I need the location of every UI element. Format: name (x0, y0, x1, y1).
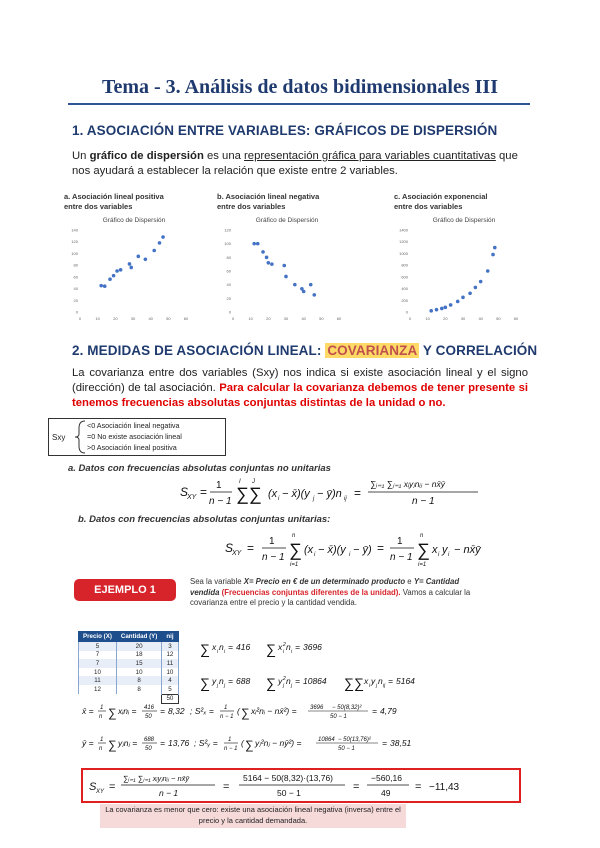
svg-text:2: 2 (283, 642, 286, 648)
svg-text:=: = (354, 486, 362, 500)
svg-text:∑: ∑ (266, 675, 276, 691)
chart-c-caption2: entre dos variables (394, 202, 463, 211)
x-tick-label: 40 (301, 316, 306, 321)
svg-text:∑ᵢ₌₁ ∑ⱼ₌₁ xᵢyⱼnᵢⱼ − nx̄ȳ: ∑ᵢ₌₁ ∑ⱼ₌₁ xᵢyⱼnᵢⱼ − nx̄ȳ (370, 479, 445, 489)
scatter-chart-c (394, 212, 524, 330)
svg-text:ȳ =: ȳ = (82, 738, 94, 748)
svg-text:yⱼnⱼ =: yⱼnⱼ = (118, 738, 138, 748)
data-point (270, 262, 274, 266)
svg-text:S: S (89, 781, 97, 793)
svg-text:n − 1: n − 1 (262, 552, 285, 563)
x-tick-label: 40 (148, 316, 153, 321)
covariance-value: −11,43 (429, 782, 460, 793)
x-tick-label: 20 (266, 316, 271, 321)
y-tick-label: 0 (405, 309, 408, 315)
svg-text:∑ᵢ₌₁ ∑ⱼ₌₁ xᵢyⱼnᵢⱼ − nx̄ȳ: ∑ᵢ₌₁ ∑ⱼ₌₁ xᵢyⱼnᵢⱼ − nx̄ȳ (123, 774, 190, 783)
table-row: 7 18 12 (79, 651, 179, 660)
svg-text:j: j (376, 683, 378, 689)
svg-text:(: ( (237, 706, 240, 716)
x-tick-label: 0 (231, 316, 235, 321)
x-tick-label: 50 (319, 316, 324, 321)
y-tick-label: 200 (401, 297, 408, 303)
svg-text:i: i (217, 649, 219, 655)
data-point (293, 283, 297, 287)
svg-text:n − 1: n − 1 (390, 552, 413, 563)
data-point (309, 283, 313, 287)
sy2-numerator: 10864 (318, 737, 335, 743)
svg-text:∑: ∑ (241, 706, 250, 720)
y-tick-label: 140 (71, 227, 78, 233)
x-tick-label: 10 (425, 316, 430, 321)
svg-text:416: 416 (144, 705, 155, 711)
x-tick-label: 30 (130, 316, 136, 321)
data-point (158, 241, 162, 245)
chart-title: Gráfico de Dispersión (255, 217, 319, 224)
sum-x2-ni: 3696 (303, 642, 322, 652)
svg-text:∑: ∑ (108, 706, 117, 720)
x-tick-label: 0 (78, 316, 82, 321)
y-tick-label: 120 (224, 227, 231, 233)
sum-x-ni: 416 (236, 642, 251, 652)
svg-text:x: x (278, 642, 283, 652)
svg-text:=: = (247, 541, 255, 555)
y-tick-label: 20 (226, 295, 231, 301)
brace-icon (73, 420, 87, 454)
svg-text:XY: XY (187, 494, 197, 501)
data-point (103, 284, 107, 288)
section2-heading: 2. MEDIDAS DE ASOCIACIÓN LINEAL: COVARIANZA Y CORRELACIÓN (72, 343, 538, 358)
data-point (444, 306, 448, 310)
data-point (461, 296, 465, 300)
table-header-cantidad: Cantidad (Y) (116, 632, 161, 642)
svg-text:j: j (291, 683, 293, 689)
data-point (112, 274, 116, 278)
data-point (302, 290, 306, 294)
svg-text:=: = (415, 781, 422, 793)
variance-y: 38,51 (390, 738, 412, 748)
x-tick-label: 50 (496, 316, 501, 321)
y-tick-label: 80 (73, 262, 78, 268)
svg-text:x: x (364, 676, 369, 686)
data-point (468, 291, 472, 295)
frequency-table (78, 631, 179, 704)
svg-text:=: = (109, 781, 116, 793)
table-row: 7 15 11 (79, 659, 179, 668)
data-point (456, 300, 460, 304)
y-tick-label: 1400 (399, 227, 408, 233)
data-point (486, 269, 490, 273)
covariance-result-formula (83, 770, 519, 801)
x-tick-label: 20 (113, 316, 118, 321)
summation-formulas (196, 630, 526, 698)
svg-text:− 50(8,32)²: − 50(8,32)² (332, 705, 362, 711)
svg-text:=: = (353, 781, 360, 793)
chart-b (217, 192, 347, 335)
x-tick-label: 30 (283, 316, 289, 321)
y-tick-label: 1000 (399, 250, 408, 256)
y-tick-label: 20 (73, 297, 78, 303)
svg-text:n: n (219, 676, 224, 686)
data-point (252, 242, 256, 246)
subsection-a-label: a. Datos con frecuencias absolutas conjuntas no unitarias (68, 463, 331, 474)
chart-a-caption1: a. Asociación lineal positiva (64, 192, 164, 201)
data-point (128, 262, 132, 266)
svg-text:; S²ᵧ =: ; S²ᵧ = (194, 738, 218, 748)
covariance-numerator: 5164 − 50(8,32)·(13,76) (243, 773, 334, 783)
svg-text:yⱼ²nⱼ − nȳ²) =: yⱼ²nⱼ − nȳ²) = (255, 738, 302, 748)
data-point (493, 246, 497, 250)
svg-text:50 − 1: 50 − 1 (338, 746, 355, 752)
svg-text:=: = (295, 642, 300, 652)
table-row: 11 8 4 (79, 676, 179, 685)
svg-text:x: x (212, 642, 217, 652)
x-tick-label: 60 (513, 316, 519, 321)
chart-b-caption2: entre dos variables (217, 202, 286, 211)
svg-text:y: y (371, 676, 376, 686)
y-tick-label: 60 (73, 274, 78, 280)
svg-text:i: i (278, 496, 280, 502)
table-row: 5 20 3 (79, 642, 179, 651)
svg-text:i: i (314, 552, 316, 558)
svg-text:i: i (438, 552, 440, 558)
svg-text:− x̄)(y: − x̄)(y (282, 488, 310, 500)
svg-text:=: = (223, 781, 230, 793)
svg-text:∑: ∑ (108, 738, 117, 752)
svg-text:i: i (224, 649, 226, 655)
svg-text:− nx̄ȳ: − nx̄ȳ (454, 544, 481, 556)
data-point (474, 286, 478, 290)
svg-text:1: 1 (100, 737, 104, 743)
data-point (284, 275, 288, 279)
covariance-frac-num: −560,16 (371, 773, 402, 783)
svg-text:y: y (212, 676, 217, 686)
data-point (265, 256, 269, 260)
data-point (267, 261, 271, 265)
chart-a-caption2: entre dos variables (64, 202, 133, 211)
formula-b (225, 528, 515, 572)
chart-c (394, 192, 524, 335)
legend-symbol: Sxy (52, 433, 66, 442)
svg-text:J: J (252, 479, 255, 485)
chart-title: Gráfico de Dispersión (102, 217, 166, 224)
svg-text:x: x (432, 544, 438, 556)
svg-text:I: I (239, 479, 241, 485)
data-point (479, 280, 483, 284)
svg-text:y: y (442, 544, 448, 556)
scatter-chart-a (64, 212, 194, 330)
svg-text:i: i (283, 649, 285, 655)
conclusion-note: La covarianza es menor que cero: existe una asociación lineal negativa (inversa) entre el precio y la cantidad demandada. (100, 804, 406, 828)
data-point (152, 249, 156, 253)
svg-text:=: = (228, 676, 233, 686)
table-header-nij: nij (162, 632, 178, 642)
data-point (137, 255, 141, 259)
data-point (119, 268, 123, 272)
covariance-denominator: 50 − 1 (277, 788, 301, 798)
svg-text:j: j (217, 683, 219, 689)
mean-y: 13,76 (168, 738, 190, 748)
svg-text:∑: ∑ (289, 540, 302, 560)
data-point (256, 242, 260, 246)
svg-text:n − 1: n − 1 (224, 746, 238, 752)
svg-text:=: = (160, 738, 165, 748)
data-point (312, 293, 316, 297)
svg-text:=: = (388, 676, 393, 686)
svg-text:n: n (378, 676, 383, 686)
data-point (429, 309, 433, 313)
svg-text:x̄ =: x̄ = (82, 706, 94, 716)
svg-text:xᵢnᵢ =: xᵢnᵢ = (118, 706, 137, 716)
mean-variance-formulas (78, 698, 528, 766)
svg-text:n: n (99, 746, 103, 752)
y-tick-label: 0 (75, 309, 78, 315)
svg-text:i=1: i=1 (290, 562, 299, 568)
ejemplo-statement: Sea la variable X= Precio en € de un determinado producto e Y= Cantidad vendida (Frecuencias conjuntas diferentes de la unidad). Vamos a calcular la covarianza entre el precio y la cantidad vendida. (190, 577, 471, 607)
svg-text:− 50(13,76)²: − 50(13,76)² (338, 737, 371, 743)
data-point (491, 253, 495, 257)
svg-text:i: i (291, 649, 293, 655)
table-header-row (79, 632, 179, 642)
y-tick-label: 400 (401, 286, 408, 292)
x-tick-label: 30 (460, 316, 466, 321)
scatter-chart-b (217, 212, 347, 330)
svg-text:=: = (377, 541, 385, 555)
x-tick-label: 10 (248, 316, 253, 321)
title-divider (68, 103, 530, 105)
svg-text:ij: ij (344, 496, 347, 502)
svg-text:i: i (349, 552, 351, 558)
svg-text:(x: (x (304, 544, 314, 556)
legend-row-zero: =0 No existe asociación lineal (87, 432, 182, 441)
svg-text:n: n (219, 642, 224, 652)
table-row: 10 10 10 (79, 668, 179, 677)
svg-text:1: 1 (397, 536, 403, 547)
svg-text:∑∑: ∑∑ (236, 484, 262, 504)
table-total: 50 (162, 694, 178, 704)
x-tick-label: 20 (443, 316, 448, 321)
svg-text:1: 1 (228, 737, 232, 743)
y-tick-label: 0 (228, 309, 231, 315)
svg-text:50: 50 (145, 714, 152, 720)
table-header-precio: Precio (X) (79, 632, 117, 642)
chart-title: Gráfico de Dispersión (432, 217, 496, 224)
section2-paragraph: La covarianza entre dos variables (Sxy) nos indica si existe asociación lineal y el signo (dirección) de tal asociación. Para calcular la covarianza debemos de tener presente si tenemos frecuencias absolutas conjuntas distintas de la unidad o no. (72, 367, 528, 409)
data-point (129, 266, 133, 270)
covariance-sign-legend (48, 418, 226, 456)
svg-text:i: i (369, 683, 371, 689)
data-point (282, 264, 286, 268)
data-point (261, 250, 265, 254)
svg-text:n: n (292, 533, 296, 539)
svg-text:n: n (286, 676, 291, 686)
sum-y2-nj: 10864 (303, 676, 327, 686)
svg-text:xᵢ²nᵢ − nx̄²) =: xᵢ²nᵢ − nx̄²) = (251, 706, 297, 716)
svg-text:j: j (224, 683, 226, 689)
chart-a (64, 192, 194, 335)
y-tick-label: 100 (71, 250, 78, 256)
x-tick-label: 40 (478, 316, 483, 321)
x-tick-label: 50 (166, 316, 171, 321)
svg-text:=: = (295, 676, 300, 686)
svg-text:=: = (228, 642, 233, 652)
x-tick-label: 10 (95, 316, 100, 321)
x-tick-label: 60 (183, 316, 189, 321)
svg-text:− ȳ)n: − ȳ)n (317, 488, 342, 500)
sum-xy-nij: 5164 (396, 676, 415, 686)
covariance-result-box (81, 768, 521, 803)
svg-text:(: ( (241, 738, 244, 748)
x-tick-label: 0 (408, 316, 412, 321)
svg-text:=: = (200, 485, 208, 499)
svg-text:n: n (99, 714, 103, 720)
y-tick-label: 120 (71, 239, 78, 245)
svg-text:∑: ∑ (200, 675, 210, 691)
svg-text:688: 688 (144, 737, 155, 743)
svg-text:50: 50 (145, 746, 152, 752)
svg-text:∑: ∑ (266, 641, 276, 657)
svg-text:1: 1 (216, 480, 222, 491)
covariance-frac-den: 49 (381, 788, 391, 798)
svg-text:i: i (448, 552, 450, 558)
data-point (99, 284, 103, 288)
svg-text:S: S (180, 485, 189, 499)
formula-a (180, 473, 520, 513)
svg-text:XY: XY (96, 789, 105, 795)
svg-text:∑: ∑ (245, 738, 254, 752)
variance-x: 4,79 (380, 706, 397, 716)
svg-text:1: 1 (100, 705, 104, 711)
y-tick-label: 40 (226, 282, 231, 288)
legend-row-negative: <0 Asociación lineal negativa (87, 421, 180, 430)
svg-text:− x̄)(y: − x̄)(y (318, 544, 346, 556)
section1-paragraph: Un gráfico de dispersión es una representación gráfica para variables cuantitativas que nos ayudará a establecer la relación que existe entre 2 variables. (72, 150, 518, 177)
y-tick-label: 60 (226, 268, 231, 274)
svg-text:n: n (420, 533, 424, 539)
subsection-b-label: b. Datos con frecuencias absolutas conjuntas unitarias: (78, 514, 331, 525)
table-row: 12 8 5 (79, 685, 179, 694)
svg-text:50 − 1: 50 − 1 (330, 714, 347, 720)
y-tick-label: 1200 (399, 239, 408, 245)
svg-text:XY: XY (232, 550, 242, 557)
data-point (144, 257, 148, 261)
y-tick-label: 600 (401, 274, 408, 280)
data-point (161, 235, 165, 239)
svg-text:− ȳ): − ȳ) (353, 544, 372, 556)
svg-text:∑: ∑ (200, 641, 210, 657)
svg-text:∑: ∑ (417, 540, 430, 560)
data-point (108, 277, 112, 281)
svg-text:S: S (225, 541, 234, 555)
svg-text:ij: ij (383, 683, 386, 689)
y-tick-label: 100 (224, 241, 231, 247)
x-tick-label: 60 (336, 316, 342, 321)
svg-text:; S²ₓ =: ; S²ₓ = (190, 706, 214, 716)
svg-text:n − 1: n − 1 (220, 714, 234, 720)
y-tick-label: 40 (73, 286, 78, 292)
data-point (440, 307, 444, 311)
sx2-numerator: 3696 (310, 705, 324, 711)
sum-y-nj: 688 (236, 676, 251, 686)
mean-x: 8,32 (168, 706, 185, 716)
svg-text:=: = (382, 738, 387, 748)
legend-row-positive: >0 Asociación lineal positiva (87, 443, 177, 452)
section1-heading: 1. ASOCIACIÓN ENTRE VARIABLES: GRÁFICOS DE DISPERSIÓN (72, 123, 498, 138)
ejemplo-badge: EJEMPLO 1 (74, 579, 176, 601)
chart-c-caption1: c. Asociación exponencial (394, 192, 488, 201)
svg-text:y: y (278, 676, 283, 686)
chart-b-caption1: b. Asociación lineal negativa (217, 192, 320, 201)
svg-text:2: 2 (283, 676, 286, 682)
data-point (435, 308, 439, 312)
svg-text:n − 1: n − 1 (159, 788, 179, 798)
data-point (115, 269, 119, 273)
y-tick-label: 800 (401, 262, 408, 268)
y-tick-label: 80 (226, 254, 231, 260)
svg-text:=: = (160, 706, 165, 716)
svg-text:=: = (372, 706, 377, 716)
svg-text:(x: (x (268, 488, 278, 500)
svg-text:1: 1 (224, 705, 228, 711)
svg-text:1: 1 (269, 536, 275, 547)
data-point (449, 303, 453, 307)
svg-text:n: n (286, 642, 291, 652)
page-title: Tema - 3. Análisis de datos bidimensionales III (101, 76, 498, 98)
svg-text:i=1: i=1 (418, 562, 427, 568)
svg-text:∑∑: ∑∑ (344, 675, 364, 691)
svg-text:j: j (283, 683, 285, 689)
svg-text:n − 1: n − 1 (412, 496, 435, 507)
svg-text:j: j (313, 496, 315, 502)
svg-text:n − 1: n − 1 (209, 496, 232, 507)
